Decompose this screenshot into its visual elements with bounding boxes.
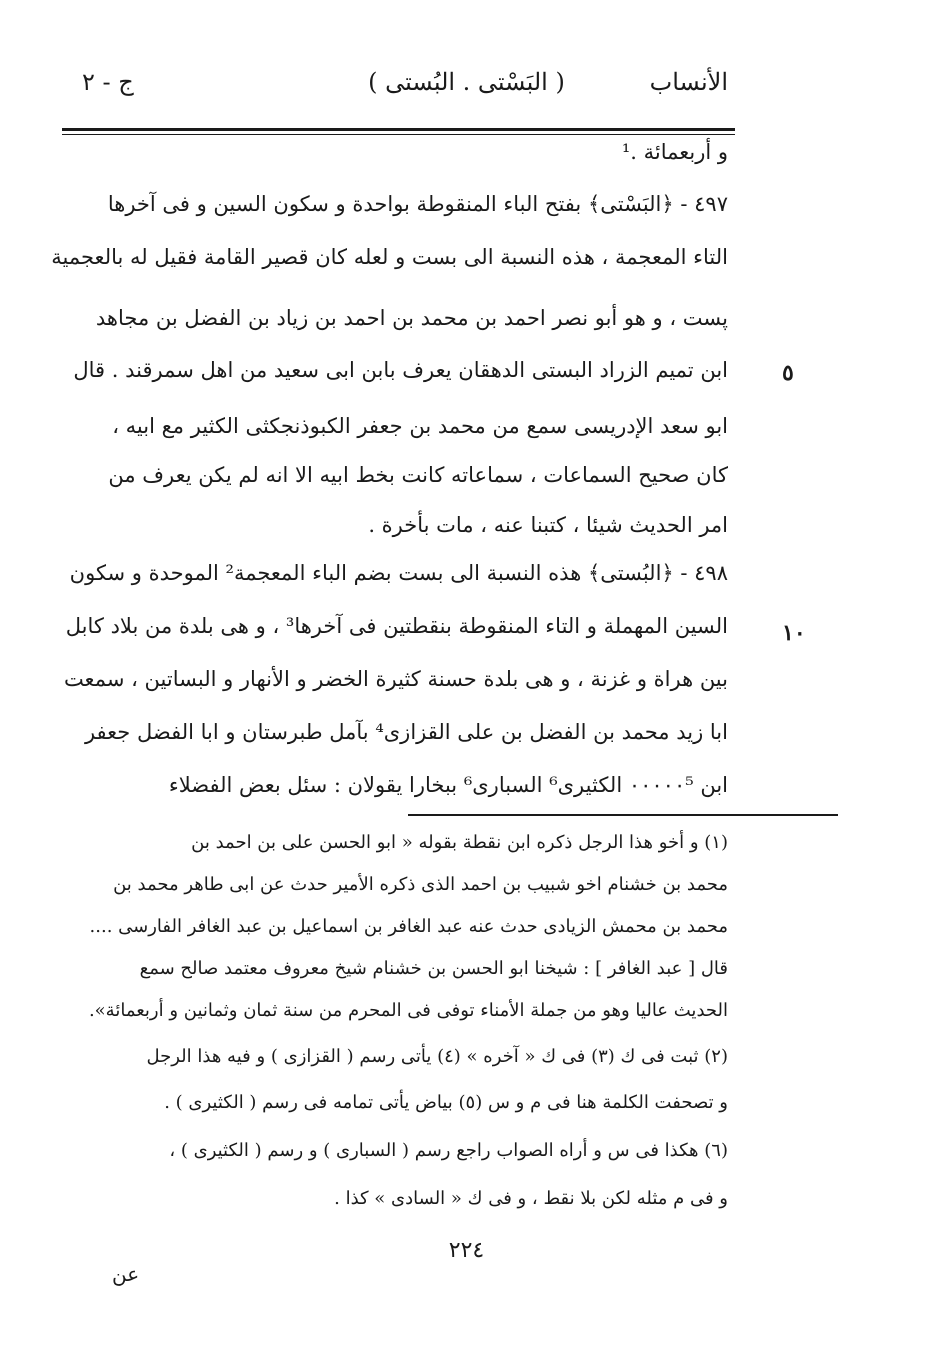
header-rule-thin xyxy=(62,134,735,135)
body-line: ٤٩٧ - ﴿البَسْتى﴾ بفتح الباء المنقوطة بواحدة و سكون السين و فى آخرها xyxy=(107,192,728,216)
margin-line-number: ٥ xyxy=(782,360,794,386)
footnote-line: الحديث عاليا وهو من جملة الأمناء توفى فى المحرم من سنة ثمان وثمانين و أربعمائة». xyxy=(88,1000,728,1021)
body-line: پست ، و هو أبو نصر احمد بن محمد بن احمد بن زياد بن الفضل بن مجاهد xyxy=(95,306,728,330)
footnote-line: و فى م مثله لكن بلا نقط ، و فى ك « السادى » كذا . xyxy=(334,1188,728,1209)
footnote-separator xyxy=(408,814,838,816)
body-line: ابن ٠٠٠٠٠⁵ الكثيرى⁶ السبارى⁶ ببخارا يقولان : سئل بعض الفضلاء xyxy=(168,773,728,797)
body-line: التاء المعجمة ، هذه النسبة الى بست و لعله كان قصير القامة فقيل له بالعجمية xyxy=(51,245,728,269)
footnote-line: (٢) ثبت فى ك (٣) فى ك « آخره » (٤) يأتى رسم ( القزازى ) و فيه هذا الرجل xyxy=(146,1046,728,1067)
body-line: السين المهملة و التاء المنقوطة بنقطتين فى آخرها³ ، و هى بلدة من بلاد كابل xyxy=(65,614,728,638)
running-title: الأنساب xyxy=(649,68,728,96)
body-line: ابو سعد الإدريسى سمع من محمد بن جعفر الكبوذنجكثى الكثير مع ابيه ، xyxy=(112,414,728,438)
margin-line-number: ١٠ xyxy=(782,620,806,646)
footnote-line: محمد بن خشنام اخو شبيب بن احمد الذى ذكره الأمير حدث عن ابى طاهر محمد بن xyxy=(113,874,728,895)
footnote-line: (٦) هكذا فى س و أراه الصواب راجع رسم ( السبارى ) و رسم ( الكثيرى ) ، xyxy=(169,1140,728,1161)
page-number: ٢٢٤ xyxy=(448,1238,485,1263)
body-line: امر الحديث شيئا ، كتبنا عنه ، مات بأخرة . xyxy=(368,513,728,537)
body-line: كان صحيح السماعات ، سماعاته كانت بخط ابيه الا انه لم يكن يعرف من xyxy=(108,463,728,487)
volume-label: ج - ٢ xyxy=(82,68,134,96)
footnote-line: قال [ عبد الغافر ] : شيخنا ابو الحسن بن خشنام شيخ معروف معتمد صالح سمع xyxy=(139,958,728,979)
footnote-line: (١) و أخو هذا الرجل ذكره ابن نقطة بقوله « ابو الحسن على بن احمد بن xyxy=(191,832,728,853)
catchword: عن xyxy=(112,1262,140,1286)
header-rule-thick xyxy=(62,128,735,131)
body-line: و أربعمائة .¹ xyxy=(621,140,728,164)
footnote-line: محمد بن محمش الزيادى حدث عنه عبد الغافر بن اسماعيل بن عبد الغافر الفارسى .... xyxy=(89,916,728,937)
body-line: ابن تميم الزراد البستى الدهقان يعرف بابن ابى سعيد من اهل سمرقند . قال xyxy=(73,358,728,382)
body-line: بين هراة و غزنة ، و هى بلدة حسنة كثيرة الخضر و الأنهار و البساتين ، سمعت xyxy=(63,667,728,691)
footnote-line: و تصحفت الكلمة هنا فى م و س (٥) بياض يأتى تمامه فى رسم ( الكثيرى ) . xyxy=(164,1092,728,1113)
body-line: ٤٩٨ - ﴿البُستى﴾ هذه النسبة الى بست بضم الباء المعجمة² الموحدة و سكون xyxy=(69,561,728,585)
entry-heading: ( البَسْتى . البُستى ) xyxy=(368,68,565,96)
body-line: ابا زيد محمد بن الفضل بن على القزازى⁴ بآمل طبرستان و ابا الفضل جعفر xyxy=(84,720,728,744)
